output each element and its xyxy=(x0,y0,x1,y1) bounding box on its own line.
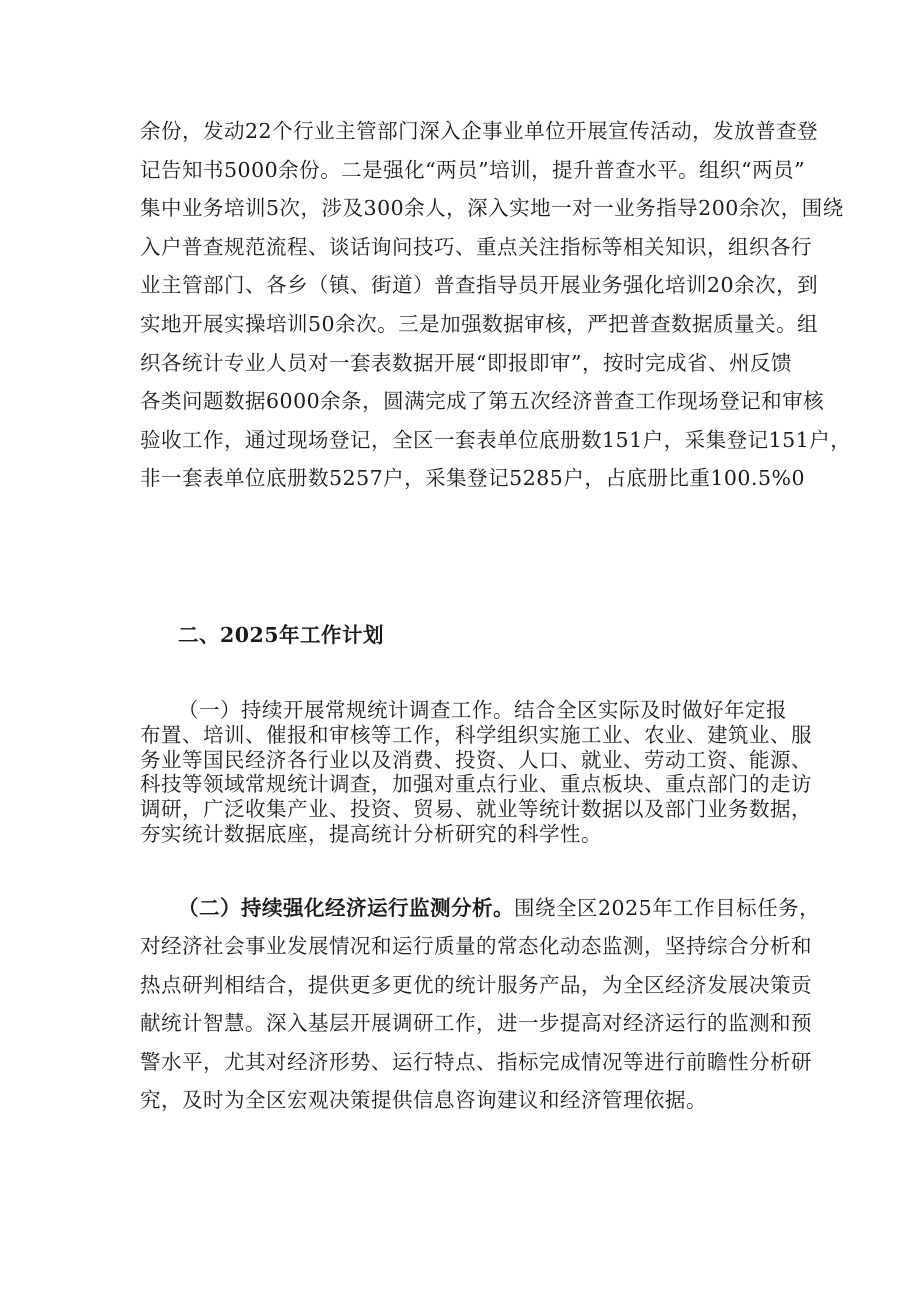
text-line: 业主管部门、各乡（镇、街道）普查指导员开展业务强化培训20余次，到 xyxy=(140,273,819,298)
paragraph-economic-monitoring xyxy=(140,889,821,1119)
paragraph-routine-survey xyxy=(140,698,812,847)
text-line: 织各统计专业人员对一套表数据开展“即报即审”，按时完成省、州反馈 xyxy=(140,350,792,375)
text-line: 验收工作，通过现场登记，全区一套表单位底册数151户，采集登记151户， xyxy=(140,427,852,452)
paragraph-lead-heading: （二）持续强化经济运行监测分析。 xyxy=(178,896,514,920)
text-line xyxy=(140,889,821,927)
text-line: 布置、培训、催报和审核等工作，科学组织实施工业、农业、建筑业、服 xyxy=(140,722,812,747)
text-line: 调研，广泛收集产业、投资、贸易、就业等统计数据以及部门业务数据， xyxy=(140,797,812,822)
text-line: 记告知书5000余份。二是强化“两员”培训，提升普查水平。组织“两员” xyxy=(140,157,806,182)
text-line: 余份，发动22个行业主管部门深入企事业单位开展宣传活动，发放普查登 xyxy=(140,119,819,143)
text-line: 夯实统计数据底座，提高统计分析研究的科学性。 xyxy=(140,821,602,846)
text-line: （一）持续开展常规统计调查工作。结合全区实际及时做好年定报 xyxy=(178,698,787,722)
text-line: 集中业务培训5次，涉及300余人，深入实地一对一业务指导200余次，围绕 xyxy=(140,196,844,221)
text-line: 究，及时为全区宏观决策提供信息咨询建议和经济管理依据。 xyxy=(140,1088,707,1113)
text-line: 非一套表单位底册数5257户，采集登记5285户，占底册比重100.5%0 xyxy=(140,466,806,491)
text-line: 献统计智慧。深入基层开展调研工作，进一步提高对经济运行的监测和预 xyxy=(140,1011,812,1036)
text-line: 实地开展实操培训50余次。三是加强数据审核，严把普查数据质量关。组 xyxy=(140,311,819,336)
text-line: 务业等国民经济各行业以及消费、投资、人口、就业、劳动工资、能源、 xyxy=(140,747,812,772)
text-line: 警水平，尤其对经济形势、运行特点、指标完成情况等进行前瞻性分析研 xyxy=(140,1049,812,1074)
text-line: 热点研判相结合，提供更多更优的统计服务产品，为全区经济发展决策贡 xyxy=(140,972,812,997)
text-line: 各类问题数据6000余条，圆满完成了第五次经济普查工作现场登记和审核 xyxy=(140,389,825,414)
section-heading: 二、2025年工作计划 xyxy=(178,623,385,647)
text-line: 对经济社会事业发展情况和运行质量的常态化动态监测，坚持综合分析和 xyxy=(140,934,812,959)
text-line: 入户普查规范流程、谈话询问技巧、重点关注指标等相关知识，组织各行 xyxy=(140,234,812,259)
paragraph-census-summary xyxy=(140,112,852,498)
paragraph-lead-text: 围绕全区2025年工作目标任务， xyxy=(514,896,821,920)
text-line: 科技等领域常规统计调查，加强对重点行业、重点板块、重点部门的走访 xyxy=(140,772,812,797)
